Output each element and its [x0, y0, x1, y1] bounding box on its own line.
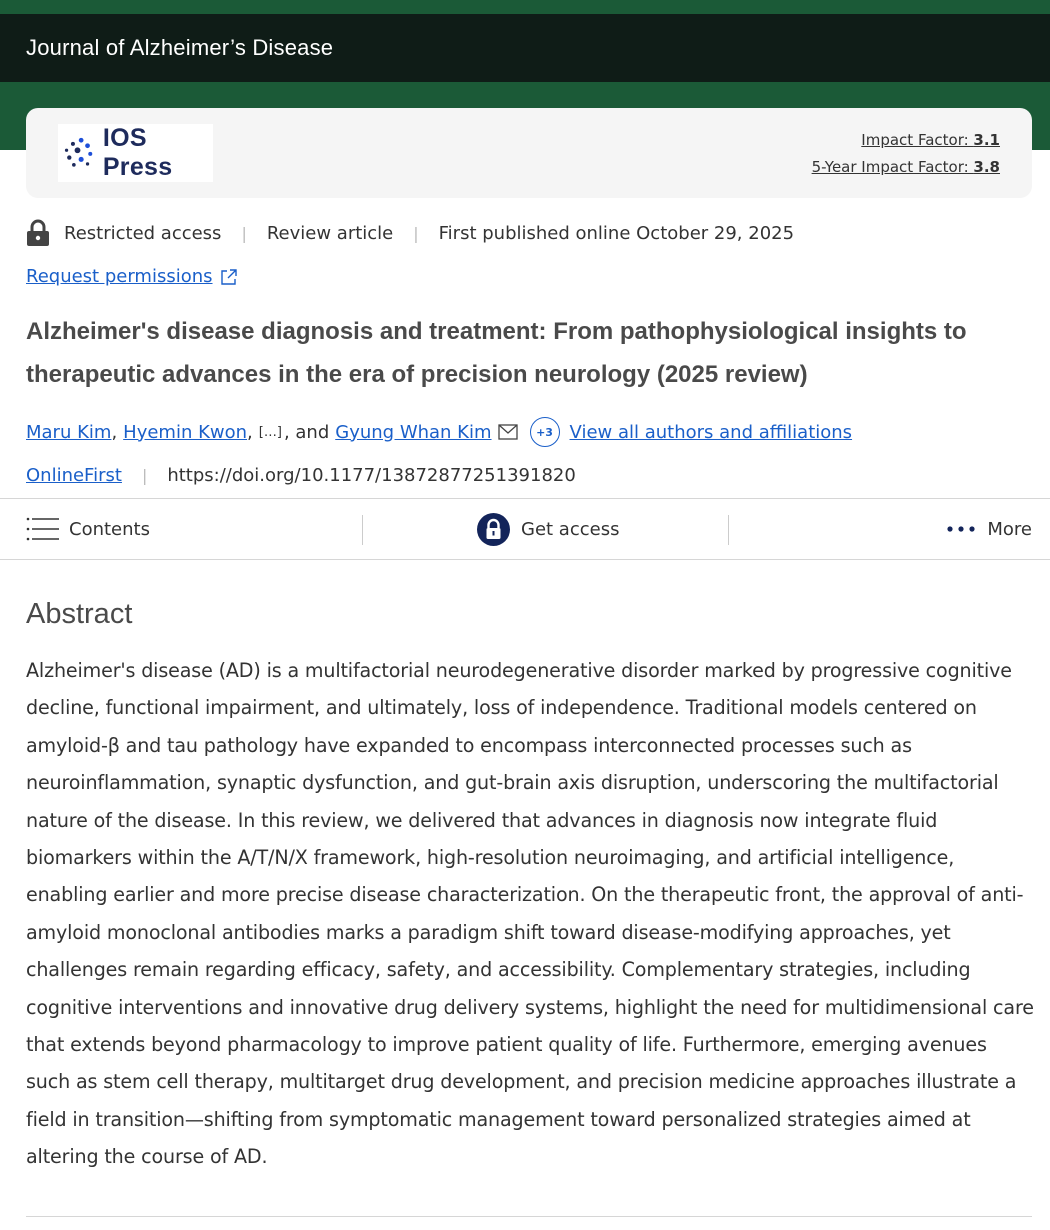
author-link[interactable]: Hyemin Kwon — [123, 421, 248, 443]
meta-separator: | — [413, 223, 419, 243]
impact-factor-link[interactable]: Impact Factor: 3.1 — [861, 131, 1000, 149]
authors-row: Maru Kim , Hyemin Kwon , […] , and Gyung Whan Kim +3 View all authors and affiliations — [26, 416, 852, 448]
five-year-impact-factor-link[interactable]: 5-Year Impact Factor: 3.8 — [811, 158, 1000, 176]
publication-info — [26, 460, 576, 490]
contents-button[interactable] — [26, 499, 150, 559]
dots-icon — [946, 525, 976, 533]
more-authors-badge[interactable]: +3 — [530, 417, 560, 447]
meta-separator: | — [241, 223, 247, 243]
journal-title[interactable]: Journal of Alzheimer’s Disease — [26, 35, 334, 60]
logo-text: IOS Press — [102, 124, 173, 181]
ios-press-logo[interactable] — [58, 124, 213, 182]
more-label: More — [987, 518, 1032, 540]
meta-separator: | — [141, 465, 148, 485]
onlinefirst-link[interactable]: OnlineFirst — [26, 464, 122, 486]
article-toolbar — [0, 498, 1050, 560]
abstract-text: Alzheimer's disease (AD) is a multifactorial neurodegenerative disorder marked by progressive cognitive decline, functional impairment, and ultimately, loss of independence. Traditional models centered on amyloid-β and tau pathology have expanded to encompass interconnected processes such as neuroinflammation, synaptic dysfunction, and gut-brain axis disruption, underscoring the multifactorial nature of the disease. In this review, we delivered that advances in diagnosis now integrate fluid biomarkers within the A/T/N/X framework, high-resolution neuroimaging, and artificial intelligence, enabling earlier and more precise disease characterization. On the therapeutic front, the approval of anti-amyloid monoclonal antibodies marks a paradigm shift toward disease-modifying approaches, yet challenges remain regarding efficacy, safety, and accessibility. Complementary strategies, including cognitive interventions and innovative drug delivery systems, highlight the need for multidimensional care that extends beyond pharmacology to improve patient quality of life. Furthermore, emerging avenues such as stem cell therapy, multitarget drug development, and precision medicine approaches illustrate a field in transition—shifting from symptomatic management toward personalized strategies aimed at altering the course of AD. — [26, 659, 1034, 1169]
section-divider — [26, 1216, 1032, 1217]
request-permissions-link[interactable] — [26, 266, 238, 287]
corresponding-author-link[interactable]: Gyung Whan Kim — [335, 421, 492, 443]
toolbar-divider — [728, 515, 729, 545]
more-button[interactable] — [946, 499, 1032, 559]
author-link[interactable]: Maru Kim — [26, 421, 112, 443]
article-meta — [26, 216, 794, 250]
authors-ellipsis[interactable]: […] — [258, 424, 282, 440]
abstract-heading: Abstract — [26, 598, 133, 630]
article-type: Review article — [266, 222, 394, 244]
view-all-authors-link[interactable]: View all authors and affiliations — [569, 421, 853, 443]
get-access-label: Get access — [521, 518, 620, 540]
doi-link[interactable]: https://doi.org/10.1177/13872877251391820 — [167, 464, 576, 486]
contents-label: Contents — [69, 518, 150, 540]
menu-icon — [26, 516, 60, 542]
mail-icon[interactable] — [498, 424, 518, 440]
header-stripe — [0, 0, 1050, 14]
request-permissions-label: Request permissions — [26, 266, 213, 287]
article-title: Alzheimer's disease diagnosis and treatment: From pathophysiological insights to therapeutic advances in the era of precision neurology (2025 review) — [26, 318, 967, 388]
padlock-icon — [477, 513, 510, 546]
publication-date: First published online October 29, 2025 — [438, 222, 795, 244]
impact-factors — [812, 128, 1000, 182]
publisher-card — [26, 108, 1032, 198]
lock-icon — [26, 219, 50, 247]
and-text: , and — [283, 421, 330, 443]
journal-header — [0, 14, 1050, 82]
get-access-button[interactable] — [477, 499, 619, 559]
external-link-icon — [220, 268, 238, 286]
toolbar-divider — [362, 515, 363, 545]
access-status: Restricted access — [64, 222, 222, 244]
ios-press-dots-icon — [62, 135, 95, 171]
